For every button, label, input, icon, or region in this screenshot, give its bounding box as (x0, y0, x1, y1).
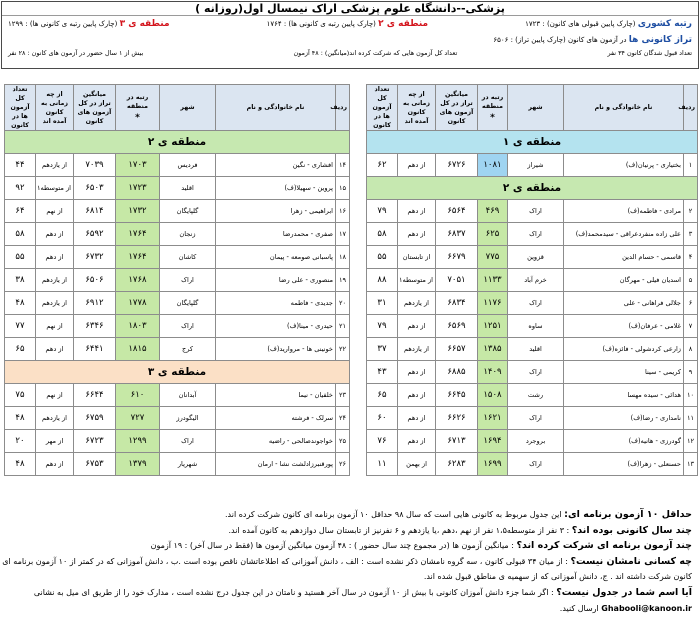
col-header-name: نام خانوادگی و نام (216, 85, 336, 131)
row-number: ۲۴ (336, 407, 350, 430)
row-number: ۲۰ (336, 292, 350, 315)
exam-count: ۴۸ (5, 407, 36, 430)
table-row (5, 246, 350, 269)
region-rank: ۱۰۸۱ (478, 154, 508, 177)
table-row (5, 384, 350, 407)
star-icon: * (490, 112, 495, 123)
col-header-avg: میانگین تراز در کل آزمون های کانون (436, 85, 478, 131)
note-line (0, 569, 692, 585)
exam-count: ۷۹ (367, 200, 398, 223)
col-header-city: شهر (508, 85, 564, 131)
table-row (367, 407, 698, 430)
note-text: : اگر شما جزء دانش آموزان کانونی با بیش از ۱۰ آزمون در سال آخر هستید و نامتان در این جدول درج نشده است ، مدارک خود را از طریق ای میل به نشانی (33, 587, 557, 597)
city: کاشان (160, 246, 216, 269)
avg-taraz: ۶۵۹۲ (74, 223, 116, 246)
note-line (0, 523, 692, 539)
avg-taraz: ۶۶۵۷ (436, 338, 478, 361)
region-header-row (367, 131, 698, 154)
row-number: ۱۷ (336, 223, 350, 246)
table-row (367, 246, 698, 269)
avg-taraz: ۶۹۱۲ (74, 292, 116, 315)
exam-count: ۷۵ (5, 384, 36, 407)
region3-rank-label: منطقه ی ۳ (119, 19, 170, 29)
note-question: چند سال کانونی بوده اند؟ (571, 524, 692, 536)
note-question: آیا اسم شما در جدول نیست؟ (556, 586, 692, 598)
exam-count: ۵۸ (5, 223, 36, 246)
exam-count: ۴۸ (5, 453, 36, 476)
joined-since: از یازدهم (398, 338, 436, 361)
city: قزوین (508, 246, 564, 269)
joined-since: از یازدهم (36, 269, 74, 292)
city: کرج (160, 338, 216, 361)
region-rank: ۱۸۱۵ (116, 338, 160, 361)
student-name: پورقنبرزادلشت نشا - ارمان (216, 453, 336, 476)
city: اراک (508, 361, 564, 384)
avg-taraz: ۶۶۴۴ (74, 384, 116, 407)
row-number: ۲۲ (336, 338, 350, 361)
city: فردیس (160, 154, 216, 177)
note-text: : از میان ۳۴ قبولی کانون ، سه گروه نامشان ذکر نشده است : الف ، دانش آموزانی که اطلاعاتشان ناقص بوده است .ب ، دانش آموزانی که در کمتر از ۱۰ آزمون برنامه ای (2, 556, 571, 566)
city: رشت (508, 384, 564, 407)
region-rank: ۱۲۵۱ (478, 315, 508, 338)
note-question: چند آزمون برنامه ای شرکت کرده اند؟ (516, 540, 692, 552)
results-table-left (4, 84, 350, 476)
student-name: منصوری - علی رضا (216, 269, 336, 292)
city: شهریار (160, 453, 216, 476)
region-rank: ۶۲۵ (478, 223, 508, 246)
region-rank: ۱۷۶۸ (116, 269, 160, 292)
avg-taraz: ۶۵۶۹ (436, 315, 478, 338)
notes-section (0, 507, 700, 616)
avg-taraz: ۶۵۰۶ (74, 269, 116, 292)
student-name: خونینی ها - مروارید(ف) (216, 338, 336, 361)
table-row (367, 223, 698, 246)
region-rank: ۱۶۹۴ (478, 430, 508, 453)
student-name: هدائی - سیده مهسا (564, 384, 684, 407)
student-name: گودرزی - هانیه(ف) (564, 430, 684, 453)
row-number: ۶ (684, 292, 698, 315)
table-row (5, 200, 350, 223)
region-rank: ۶۱۰ (116, 384, 160, 407)
avg-taraz: ۷۰۵۱ (436, 269, 478, 292)
region-rank: ۱۷۶۴ (116, 246, 160, 269)
region-rank: ۱۱۳۳ (478, 269, 508, 292)
student-name: نامداری - رضا(ف) (564, 407, 684, 430)
region-title: منطقه ی ۳ (5, 361, 350, 384)
joined-since: از بهمن (398, 453, 436, 476)
results-table-right (366, 84, 698, 476)
region2-rank-label: منطقه ی ۲ (378, 19, 429, 29)
student-name: جدیدی - فاطمه (216, 292, 336, 315)
row-number: ۲۳ (336, 384, 350, 407)
city: اقلید (160, 177, 216, 200)
taraz-text: در آزمون های کانون (چارک پایین تراز) : ۶۵۰۶ (493, 36, 627, 44)
region-rank: ۱۷۷۸ (116, 292, 160, 315)
student-name: حسنعلی - زهرا(ف) (564, 453, 684, 476)
taraz-info (493, 32, 692, 48)
region-rank: ۱۶۹۹ (478, 453, 508, 476)
region-rank: ۱۳۸۵ (478, 338, 508, 361)
star-icon: * (135, 112, 140, 123)
exam-count: ۳۸ (5, 269, 36, 292)
exam-count: ۷۷ (5, 315, 36, 338)
joined-since: از یازدهم (36, 154, 74, 177)
table-row (5, 453, 350, 476)
note-question: چه کسانی نامشان نیست؟ (570, 555, 692, 567)
avg-taraz: ۶۶۷۹ (436, 246, 478, 269)
row-number: ۱ (684, 154, 698, 177)
row-number: ۷ (684, 315, 698, 338)
row-number: ۱۲ (684, 430, 698, 453)
col-header-rank (116, 85, 160, 131)
city: اراک (508, 292, 564, 315)
region-rank: ۷۲۷ (116, 407, 160, 430)
table-row (367, 154, 698, 177)
report-header (1, 1, 699, 69)
table-row (5, 315, 350, 338)
exam-count: ۳۷ (367, 338, 398, 361)
exam-count: ۵۵ (5, 246, 36, 269)
exam-count: ۷۹ (367, 315, 398, 338)
row-number: ۲ (684, 200, 698, 223)
col-header-count: تعداد کل آزمون ها در کانون (5, 85, 36, 131)
city: ساوه (508, 315, 564, 338)
city: اراک (160, 269, 216, 292)
region-rank: ۱۷۳۲ (116, 200, 160, 223)
avg-taraz: ۶۷۲۶ (436, 154, 478, 177)
exam-count: ۹۲ (5, 177, 36, 200)
taraz-label: تراز کانونی ها (628, 35, 692, 45)
row-number: ۱۱ (684, 407, 698, 430)
col-header-row: ردیف (336, 85, 350, 131)
note-line (0, 585, 692, 601)
avg-taraz: ۶۸۱۴ (74, 200, 116, 223)
exam-count: ۳۱ (367, 292, 398, 315)
city: شیراز (508, 154, 564, 177)
student-name: غلامی - عرفان(ف) (564, 315, 684, 338)
student-name: پاسبانی صومعه - پیمان (216, 246, 336, 269)
city: آبدانان (160, 384, 216, 407)
joined-since: از دهم (36, 246, 74, 269)
region3-rank (8, 16, 170, 32)
student-name: زارعی کردشولی - فائزه(ف) (564, 338, 684, 361)
avg-taraz: ۶۵۰۳ (74, 177, 116, 200)
region-header-row (5, 131, 350, 154)
avg-taraz: ۶۷۱۳ (436, 430, 478, 453)
row-number: ۴ (684, 246, 698, 269)
avg-exams: تعداد کل آزمون هایی که شرکت کرده اند(میانگین) : ۴۸ آزمون (293, 49, 458, 57)
row-number: ۳ (684, 223, 698, 246)
accepted-count: تعداد قبول شدگان کانون ۳۴ نفر (607, 49, 692, 57)
exam-count: ۶۰ (367, 407, 398, 430)
col-header-name: نام خانوادگی و نام (564, 85, 684, 131)
city: اراک (160, 315, 216, 338)
student-name: ابراهیمی - زهرا (216, 200, 336, 223)
exam-count: ۱۱ (367, 453, 398, 476)
table-row (367, 338, 698, 361)
city: گلپایگان (160, 292, 216, 315)
note-line (0, 554, 692, 570)
city: اراک (508, 223, 564, 246)
col-header-rank (478, 85, 508, 131)
email-link[interactable]: Ghabooli@kanoon.ir (601, 603, 692, 613)
exam-count: ۶۴ (5, 200, 36, 223)
joined-since: از دهم (398, 315, 436, 338)
student-name: خلفیان - نیما (216, 384, 336, 407)
exam-count: ۵۸ (367, 223, 398, 246)
exam-count: ۴۴ (5, 154, 36, 177)
row-number: ۲۱ (336, 315, 350, 338)
joined-since: از نهم (36, 315, 74, 338)
region-header-row (367, 177, 698, 200)
row-number: ۹ (684, 361, 698, 384)
joined-since: از دهم (398, 223, 436, 246)
avg-taraz: ۶۶۲۶ (436, 407, 478, 430)
attendance-info: بیش از ۱ سال حضور در آزمون های کانون : ۲۸ نفر (8, 49, 144, 57)
exam-count: ۶۵ (367, 384, 398, 407)
note-line (0, 601, 692, 617)
student-name: افشاری - نگین (216, 154, 336, 177)
exam-count: ۶۲ (367, 154, 398, 177)
city: الیگودرز (160, 407, 216, 430)
table-row (5, 223, 350, 246)
region-title: منطقه ی ۱ (367, 131, 698, 154)
student-name: مرادی - فاطمه(ف) (564, 200, 684, 223)
avg-taraz: ۶۷۵۳ (74, 453, 116, 476)
col-header-since: از چه زمانی به کانون آمده اند (36, 85, 74, 131)
table-row (367, 200, 698, 223)
table-row (367, 430, 698, 453)
region3-rank-text: (چارک پایین رتبه ی کانونی ها) : ۱۲۹۹ (8, 20, 118, 28)
region2-rank (267, 16, 429, 32)
joined-since: از دهم (398, 430, 436, 453)
table-row (5, 292, 350, 315)
row-number: ۲۵ (336, 430, 350, 453)
page-title: پزشکی--دانشگاه علوم پزشکی اراک نیمسال اول(روزانه ) (2, 2, 698, 16)
table-row (367, 315, 698, 338)
table-row (367, 384, 698, 407)
note-line (0, 538, 692, 554)
avg-taraz: ۶۸۳۷ (436, 223, 478, 246)
joined-since: از دهم (36, 338, 74, 361)
col-header-rank-label: رتبه در منطقه (126, 93, 149, 110)
row-number: ۱۳ (684, 453, 698, 476)
exam-count: ۸۸ (367, 269, 398, 292)
student-name: خواجوندصالحی - راضیه (216, 430, 336, 453)
exam-count: ۴۸ (5, 292, 36, 315)
city: اراک (508, 453, 564, 476)
row-number: ۱۴ (336, 154, 350, 177)
joined-since: از متوسطه۱ (398, 269, 436, 292)
exam-count: ۶۵ (5, 338, 36, 361)
table-header-row (367, 85, 698, 131)
student-name: کریمی - سینا (564, 361, 684, 384)
region-rank: ۱۳۷۹ (116, 453, 160, 476)
col-header-city: شهر (160, 85, 216, 131)
region-rank: ۱۷۲۳ (116, 177, 160, 200)
table-row (5, 338, 350, 361)
city: اراک (160, 430, 216, 453)
city: اقلید (508, 338, 564, 361)
note-line (0, 507, 692, 523)
joined-since: از دهم (398, 361, 436, 384)
avg-taraz: ۶۷۲۳ (74, 430, 116, 453)
region-title: منطقه ی ۲ (367, 177, 698, 200)
avg-taraz: ۷۰۳۹ (74, 154, 116, 177)
joined-since: از یازدهم (36, 407, 74, 430)
joined-since: از یازدهم (36, 292, 74, 315)
note-text: ارسال کنید. (559, 603, 602, 613)
note-text: کانون شرکت داشته اند . ج، دانش آموزانی که از سهمیه ی مناطق قبول شده اند. (423, 572, 692, 582)
region-rank: ۷۷۵ (478, 246, 508, 269)
header-row-taraz (2, 32, 698, 48)
country-rank-text: (چارک پایین قبولی های کانون) : ۱۷۲۳ (525, 20, 636, 28)
row-number: ۲۶ (336, 453, 350, 476)
region-rank: ۱۲۹۹ (116, 430, 160, 453)
avg-taraz: ۶۸۸۵ (436, 361, 478, 384)
exam-count: ۴۳ (367, 361, 398, 384)
avg-taraz: ۶۴۴۱ (74, 338, 116, 361)
table-row (367, 292, 698, 315)
joined-since: از دهم (398, 384, 436, 407)
region-rank: ۱۵۰۸ (478, 384, 508, 407)
joined-since: از دهم (398, 200, 436, 223)
joined-since: از نهم (36, 384, 74, 407)
joined-since: از تابستان (398, 246, 436, 269)
table-row (5, 154, 350, 177)
avg-taraz: ۶۶۴۵ (436, 384, 478, 407)
exam-count: ۵۵ (367, 246, 398, 269)
row-number: ۱۰ (684, 384, 698, 407)
joined-since: از دهم (398, 154, 436, 177)
student-name: جلالی فراهانی - علی (564, 292, 684, 315)
header-row-stats (2, 48, 698, 59)
student-name: سرلک - فرشته (216, 407, 336, 430)
note-question: حداقل ۱۰ آزمون برنامه ای: (564, 509, 692, 520)
joined-since: از مهر (36, 430, 74, 453)
col-header-since: از چه زمانی به کانون آمده اند (398, 85, 436, 131)
row-number: ۱۸ (336, 246, 350, 269)
student-name: قاسمی - حسام الدین (564, 246, 684, 269)
note-text: این جدول مربوط به کانونی هایی است که سال ۹۸ حداقل ۱۰ آزمون برنامه ای کانون شرکت کرده اند. (224, 510, 565, 519)
joined-since: از متوسطه۱ (36, 177, 74, 200)
region2-rank-text: (چارک پایین رتبه ی کانونی ها) : ۱۷۶۴ (266, 20, 376, 28)
avg-taraz: ۶۸۳۴ (436, 292, 478, 315)
region-title: منطقه ی ۲ (5, 131, 350, 154)
region-rank: ۱۶۲۱ (478, 407, 508, 430)
avg-taraz: ۶۷۵۹ (74, 407, 116, 430)
joined-since: از نهم (36, 200, 74, 223)
table-row (5, 430, 350, 453)
country-rank (525, 16, 692, 32)
city: خرم آباد (508, 269, 564, 292)
region-rank: ۱۴۰۹ (478, 361, 508, 384)
exam-count: ۷۶ (367, 430, 398, 453)
region-header-row (5, 361, 350, 384)
city: اراک (508, 407, 564, 430)
region-rank: ۴۶۹ (478, 200, 508, 223)
student-name: حیدری - مینا(ف) (216, 315, 336, 338)
student-name: صفری - محمدرضا (216, 223, 336, 246)
table-row (5, 269, 350, 292)
row-number: ۸ (684, 338, 698, 361)
exam-count: ۲۰ (5, 430, 36, 453)
table-row (367, 269, 698, 292)
avg-taraz: ۶۵۶۴ (436, 200, 478, 223)
region-rank: ۱۸۰۳ (116, 315, 160, 338)
avg-taraz: ۶۲۸۳ (436, 453, 478, 476)
joined-since: از دهم (398, 407, 436, 430)
note-text: : ۳ نفر از متوسطه۱،۵ نفر از نهم ،دهم ،یا یازدهم و ۶ نفرنیز از تابستان سال دوازدهم به کانون آمده اند. (228, 525, 572, 535)
region-rank: ۱۷۰۳ (116, 154, 160, 177)
col-header-row: ردیف (684, 85, 698, 131)
table-header-row (5, 85, 350, 131)
header-row-ranks (2, 16, 698, 32)
country-rank-label: رتبه کشوری (637, 19, 692, 29)
joined-since: از دهم (36, 453, 74, 476)
city: بروجرد (508, 430, 564, 453)
row-number: ۱۹ (336, 269, 350, 292)
col-header-rank-label: رتبه در منطقه (481, 93, 504, 110)
student-name: علی زاده منفردعراقی - سیدمحمد(ف) (564, 223, 684, 246)
col-header-count: تعداد کل آزمون ها در کانون (367, 85, 398, 131)
region-rank: ۱۷۶۴ (116, 223, 160, 246)
table-row (367, 361, 698, 384)
table-row (5, 407, 350, 430)
table-row (5, 177, 350, 200)
student-name: اسدیان فیلی - مهرگان (564, 269, 684, 292)
row-number: ۱۶ (336, 200, 350, 223)
row-number: ۵ (684, 269, 698, 292)
col-header-avg: میانگین تراز در کل آزمون های کانون (74, 85, 116, 131)
avg-taraz: ۶۳۴۶ (74, 315, 116, 338)
joined-since: از یازدهم (398, 292, 436, 315)
city: اراک (508, 200, 564, 223)
table-row (367, 453, 698, 476)
student-name: بختیاری - پرنیان(ف) (564, 154, 684, 177)
joined-since: از دهم (36, 223, 74, 246)
city: زنجان (160, 223, 216, 246)
row-number: ۱۵ (336, 177, 350, 200)
avg-taraz: ۶۷۳۲ (74, 246, 116, 269)
region-rank: ۱۱۷۶ (478, 292, 508, 315)
student-name: پروین - سهیلا(ف) (216, 177, 336, 200)
note-text: : میانگین آزمون ها (در مجموع چند سال حضور ) : ۴۸ آزمون میانگین آزمون ها (فقط در سال آخر) : ۱۹ آزمون (150, 541, 517, 551)
city: گلپایگان (160, 200, 216, 223)
